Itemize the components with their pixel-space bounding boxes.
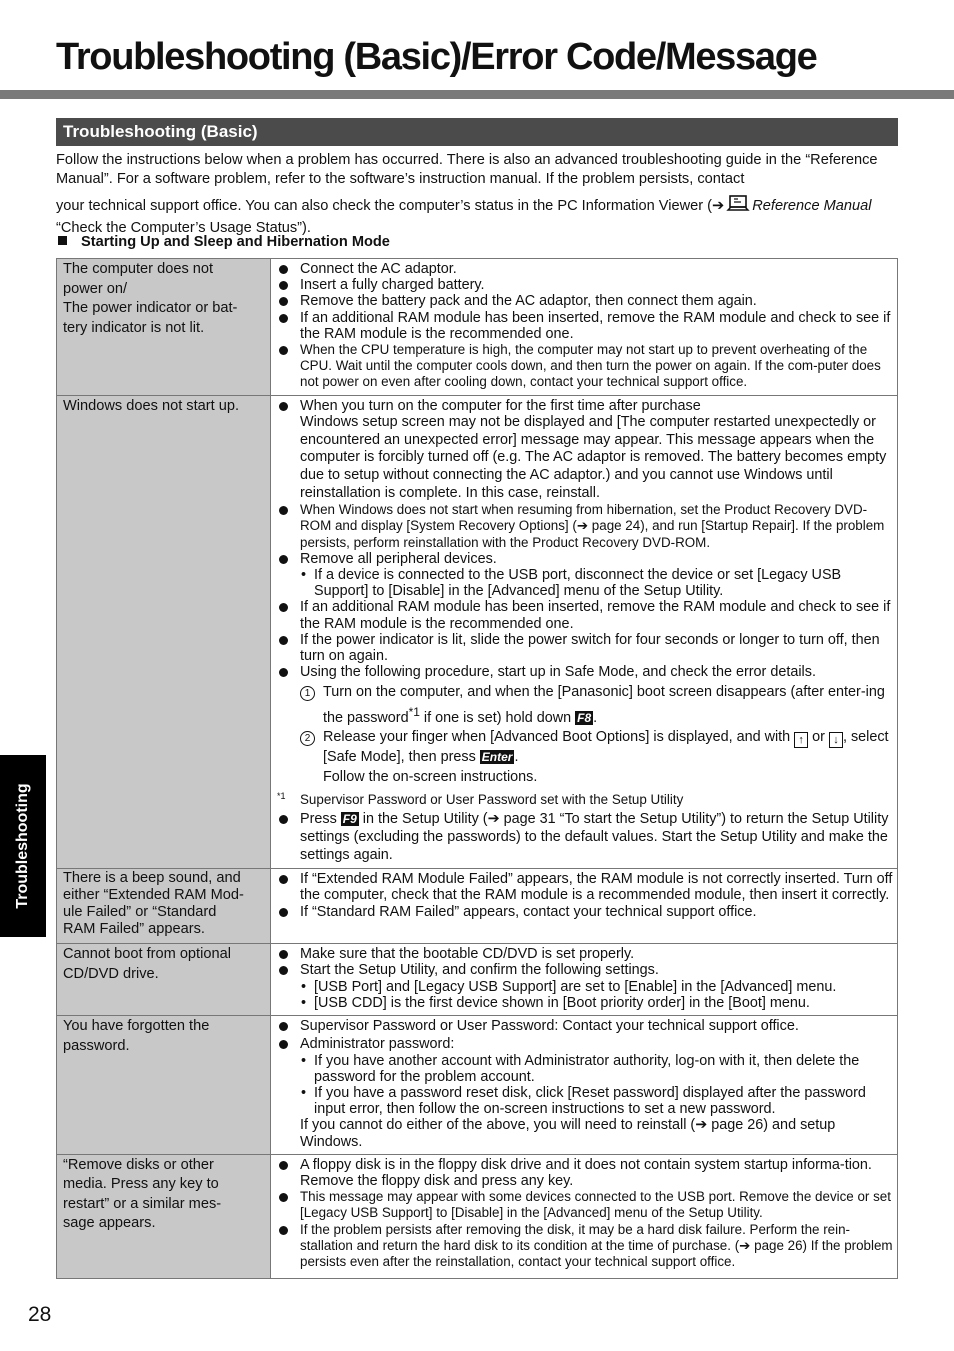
list-item: If the power indicator is lit, slide the power switch for four seconds or longer to turn off, then turn on again. xyxy=(277,632,893,664)
list-item: If “Standard RAM Failed” appears, contact your technical support office. xyxy=(277,904,893,920)
step-text: , select [Safe Mode], then press xyxy=(323,729,889,766)
problem-text: password. xyxy=(63,1037,130,1054)
list-text: If the problem persists after removing the disk, it may be a hard disk failure. Perform the rein-stallation and return the hard disk to its condition at the time of purchase. ( xyxy=(300,1221,850,1253)
arrow-icon: ➔ xyxy=(739,1237,751,1253)
table-row xyxy=(57,869,898,944)
subheading xyxy=(56,234,390,250)
problem-text: The computer does not xyxy=(63,261,214,277)
arrow-icon: ➔ xyxy=(712,198,725,214)
intro-line-1: Follow the instructions below when a problem has occurred. There is also an advanced troubleshooting guide in the “Reference Manual”. For a software problem, refer to the software’s instruction manual. If the problem persists, contact xyxy=(56,152,878,187)
problem-cell xyxy=(57,1154,271,1278)
step-text: Turn on the computer, and when the [Panasonic] boot screen disappears (after enter-ing the password xyxy=(323,684,885,726)
up-arrow-key-icon: ↑ xyxy=(794,732,808,748)
problem-text: The power indicator or bat- xyxy=(63,300,238,316)
problem-text: restart” or a similar mes- xyxy=(63,1195,222,1212)
list-item: A floppy disk is in the floppy disk drive and it does not contain system startup informa-tion. Remove the floppy disk and press any key. xyxy=(277,1157,893,1189)
list-item-body: Windows setup screen may not be displayed and [The computer restarted unexpectedly or encountered an unexpected error] message may appear. This message appears when the computer is forcibly turned off (e.g. The AC adaptor is removed. The battery becomes empty due to setup without connecting the AC adaptor.) and you cannot use Windows until reinstallation is complete. In this case, reinstall. xyxy=(300,414,887,501)
list-item: If an additional RAM module has been inserted, remove the RAM module and check to see if the RAM module is the recommended one. xyxy=(277,599,893,631)
section-heading: Troubleshooting (Basic) xyxy=(56,118,898,146)
problem-text: sage appears. xyxy=(63,1215,156,1232)
list-text: page 24), and run [Startup Repair]. If the problem persists, perform reinstallation with the Product Recovery DVD-ROM. xyxy=(300,518,885,550)
table-row xyxy=(57,1154,898,1278)
title-rule xyxy=(0,90,954,99)
step-text: Release your finger when [Advanced Boot Options] is displayed, and with xyxy=(323,729,795,746)
step-list xyxy=(300,683,893,787)
list-item xyxy=(277,1222,893,1271)
footnote-text: Supervisor Password or User Password set with the Setup Utility xyxy=(300,792,684,808)
circled-number-icon: 2 xyxy=(300,731,315,746)
list-item xyxy=(277,398,893,502)
list-item xyxy=(277,551,893,600)
step-text: . xyxy=(514,749,519,766)
footnote-ref: *1 xyxy=(408,704,420,719)
list-text: Start the Setup Utility, and confirm the following settings. xyxy=(300,962,659,979)
problem-text: either “Extended RAM Mod- xyxy=(63,887,244,904)
intro-line-2 xyxy=(56,194,898,237)
footnote xyxy=(277,792,893,808)
reference-manual-link: Reference Manual xyxy=(752,198,872,214)
list-item: Supervisor Password or User Password: Contact your technical support office. xyxy=(277,1018,893,1034)
side-tab-label: Troubleshooting xyxy=(14,783,31,909)
subheading-text: Starting Up and Sleep and Hibernation Mode xyxy=(81,234,390,250)
solution-cell xyxy=(271,1016,898,1155)
solution-cell xyxy=(271,869,898,944)
solution-cell xyxy=(271,259,898,396)
list-text: page 26) If the problem persists even after the reinstallation, contact your technical support office. xyxy=(300,1237,893,1270)
sub-list-item: • [USB Port] and [Legacy USB Support] are set to [Enable] in the [Advanced] menu. xyxy=(300,979,893,995)
list-item xyxy=(277,502,893,551)
list-text: Administrator password: xyxy=(300,1036,455,1053)
list-text: Remove all peripheral devices. xyxy=(300,550,497,567)
solution-cell xyxy=(271,1154,898,1278)
table-row xyxy=(57,1016,898,1155)
page-number: 28 xyxy=(28,1303,52,1326)
step-text: or xyxy=(808,729,829,746)
problem-text: Cannot boot from optional xyxy=(63,946,231,963)
list-text xyxy=(277,1117,893,1149)
table-row xyxy=(57,396,898,869)
f8-key-icon: F8 xyxy=(577,710,592,725)
problem-cell xyxy=(57,396,271,869)
problem-text: “Remove disks or other xyxy=(63,1156,214,1173)
problem-text: media. Press any key to xyxy=(63,1176,219,1193)
list-item: Remove the battery pack and the AC adaptor, then connect them again. xyxy=(277,293,893,309)
down-arrow-key-icon: ↓ xyxy=(829,732,843,748)
problem-text: RAM Failed” appears. xyxy=(63,921,205,938)
problem-cell xyxy=(57,259,271,396)
list-item xyxy=(277,1036,893,1149)
intro-text-tail: “Check the Computer’s Usage Status”). xyxy=(56,219,311,236)
problem-text: ule Failed” or “Standard xyxy=(63,904,217,921)
list-text: If you cannot do either of the above, you will need to reinstall ( xyxy=(300,1117,696,1134)
sub-list-item: • If you have a password reset disk, click [Reset password] displayed after the password input error, then follow the on-screen instructions to set a new password. xyxy=(300,1085,893,1117)
sub-list-item: • If a device is connected to the USB port, disconnect the device or set [Legacy USB Support] to [Disable] in the [Advanced] menu of the Setup Utility. xyxy=(300,567,893,599)
enter-key-icon: Enter xyxy=(481,750,513,765)
problem-cell xyxy=(57,1016,271,1155)
arrow-icon: ➔ xyxy=(695,1117,708,1134)
step-item xyxy=(300,728,893,787)
list-item xyxy=(277,811,893,864)
sub-list-item: • If you have another account with Administrator authority, log-on with it, then delete the password for the problem account. xyxy=(300,1053,893,1085)
sub-list-item: • [USB CDD] is the first device shown in [Boot priority order] in the [Boot] menu. xyxy=(300,995,893,1011)
solution-cell xyxy=(271,396,898,869)
intro-text: your technical support office. You can also check the computer’s status in the PC Information Viewer ( xyxy=(56,198,712,214)
list-text: Using the following procedure, start up in Safe Mode, and check the error details. xyxy=(300,664,816,681)
list-text: Press xyxy=(300,811,341,828)
side-tab xyxy=(0,755,46,937)
arrow-icon: ➔ xyxy=(487,811,500,828)
intro-paragraph xyxy=(56,151,898,237)
problem-text: Windows does not start up. xyxy=(63,398,240,414)
problem-text: There is a beep sound, and xyxy=(63,870,241,887)
list-text: page 31 “To start the Setup Utility”) to return the Setup Utility settings (excluding the passwords) to the default values. Start the Setup Utility and make the settings again. xyxy=(300,811,889,863)
list-item xyxy=(277,664,893,787)
list-item: Connect the AC adaptor. xyxy=(277,261,893,277)
list-text: page 26) and setup Windows. xyxy=(300,1117,836,1150)
problem-text: tery indicator is not lit. xyxy=(63,319,205,336)
list-item-heading: When you turn on the computer for the first time after purchase xyxy=(300,398,701,414)
problem-text: You have forgotten the xyxy=(63,1018,210,1035)
footnote-mark: *1 xyxy=(277,791,286,802)
problem-cell xyxy=(57,869,271,944)
table-row xyxy=(57,944,898,1016)
step-text: if one is set) hold down xyxy=(419,709,576,726)
solution-cell xyxy=(271,944,898,1016)
reference-manual-icon xyxy=(726,194,750,219)
f9-key-icon: F9 xyxy=(342,812,357,827)
square-bullet-icon xyxy=(58,236,67,245)
circled-number-icon: 1 xyxy=(300,686,315,701)
list-item: If “Extended RAM Module Failed” appears, the RAM module is not correctly inserted. Turn off the computer, check that the RAM module is a recommended module, then insert it correctly. xyxy=(277,871,893,903)
problem-cell xyxy=(57,944,271,1016)
troubleshooting-table xyxy=(56,258,898,1279)
list-item: Make sure that the bootable CD/DVD is set properly. xyxy=(277,946,893,962)
list-item: When the CPU temperature is high, the computer may not start up to prevent overheating of the CPU. Wait until the computer cools down, and then turn the power on again. If the com-puter does not power on even after cooling down, contact your technical support office. xyxy=(277,342,893,391)
list-text: When Windows does not start when resuming from hibernation, set the Product Recovery DVD-ROM and display [System Recovery Options] ( xyxy=(300,502,868,534)
list-item: Insert a fully charged battery. xyxy=(277,277,893,293)
list-item: This message may appear with some devices connected to the USB port. Remove the device or set [Legacy USB Support] to [Disable] in the [Advanced] menu of the Setup Utility. xyxy=(277,1189,893,1221)
list-item xyxy=(277,962,893,1011)
step-text: Follow the on-screen instructions. xyxy=(323,768,538,785)
step-text: . xyxy=(593,709,598,726)
table-row xyxy=(57,259,898,396)
problem-text: CD/DVD drive. xyxy=(63,965,159,982)
list-text: in the Setup Utility ( xyxy=(358,811,488,828)
arrow-icon: ➔ xyxy=(576,518,589,534)
page-title: Troubleshooting (Basic)/Error Code/Message xyxy=(56,36,817,78)
step-item xyxy=(300,683,893,728)
problem-text: power on/ xyxy=(63,280,128,297)
list-item: If an additional RAM module has been inserted, remove the RAM module and check to see if the RAM module is the recommended one. xyxy=(277,310,893,342)
